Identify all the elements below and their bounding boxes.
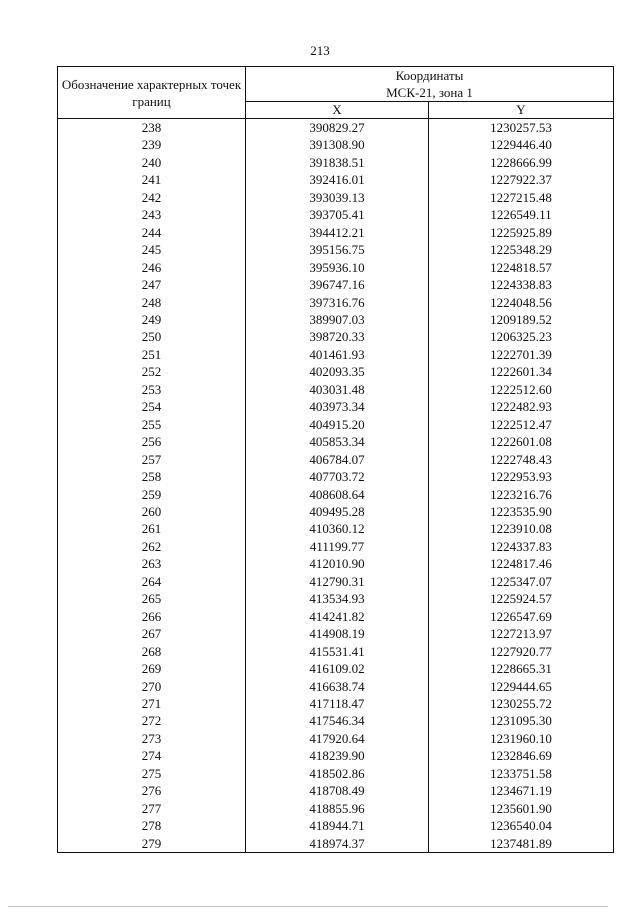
x-coordinate-cell: 410360.12: [246, 520, 429, 537]
point-number-cell: 257: [58, 451, 246, 468]
x-coordinate-cell: 390829.27: [246, 119, 429, 137]
y-coordinate-cell: 1233751.58: [429, 765, 614, 782]
y-coordinate-cell: 1227213.97: [429, 625, 614, 642]
table-row: [58, 608, 614, 625]
y-coordinate-cell: 1230255.72: [429, 695, 614, 712]
x-coordinate-cell: 393705.41: [246, 206, 429, 223]
point-number-cell: 254: [58, 398, 246, 415]
point-number-cell: 240: [58, 154, 246, 171]
point-number-cell: 271: [58, 695, 246, 712]
point-number-cell: 239: [58, 136, 246, 153]
x-coordinate-cell: 406784.07: [246, 451, 429, 468]
x-coordinate-cell: 414241.82: [246, 608, 429, 625]
table-row: [58, 154, 614, 171]
point-number-cell: 249: [58, 311, 246, 328]
x-coordinate-cell: 403031.48: [246, 381, 429, 398]
point-number-cell: 265: [58, 590, 246, 607]
y-coordinate-cell: 1235601.90: [429, 800, 614, 817]
point-number-cell: 244: [58, 224, 246, 241]
table-row: [58, 224, 614, 241]
point-number-cell: 261: [58, 520, 246, 537]
point-number-cell: 275: [58, 765, 246, 782]
coordinates-header: Координаты МСК-21, зона 1: [246, 67, 614, 102]
y-coordinate-cell: 1223216.76: [429, 486, 614, 503]
x-coordinate-cell: 398720.33: [246, 328, 429, 345]
x-coordinate-cell: 418944.71: [246, 817, 429, 834]
y-coordinate-cell: 1222953.93: [429, 468, 614, 485]
x-coordinate-cell: 407703.72: [246, 468, 429, 485]
table-row: [58, 468, 614, 485]
table-row: [58, 678, 614, 695]
table-row: [58, 765, 614, 782]
table-row: [58, 206, 614, 223]
x-column-header: X: [246, 102, 429, 119]
table-row: [58, 311, 614, 328]
y-coordinate-cell: 1222701.39: [429, 346, 614, 363]
x-coordinate-cell: 418974.37: [246, 835, 429, 853]
point-number-cell: 260: [58, 503, 246, 520]
table-row: [58, 625, 614, 642]
y-coordinate-cell: 1224338.83: [429, 276, 614, 293]
point-number-cell: 258: [58, 468, 246, 485]
point-number-cell: 251: [58, 346, 246, 363]
x-coordinate-cell: 409495.28: [246, 503, 429, 520]
point-number-cell: 278: [58, 817, 246, 834]
y-coordinate-cell: 1222512.60: [429, 381, 614, 398]
x-coordinate-cell: 402093.35: [246, 363, 429, 380]
point-number-cell: 252: [58, 363, 246, 380]
y-coordinate-cell: 1226549.11: [429, 206, 614, 223]
table-row: [58, 520, 614, 537]
x-coordinate-cell: 416109.02: [246, 660, 429, 677]
point-number-cell: 266: [58, 608, 246, 625]
x-coordinate-cell: 418855.96: [246, 800, 429, 817]
y-coordinate-cell: 1227215.48: [429, 189, 614, 206]
y-coordinate-cell: 1222601.08: [429, 433, 614, 450]
x-coordinate-cell: 418502.86: [246, 765, 429, 782]
y-coordinate-cell: 1237481.89: [429, 835, 614, 853]
table-row: [58, 171, 614, 188]
table-row: [58, 712, 614, 729]
y-coordinate-cell: 1224048.56: [429, 294, 614, 311]
y-coordinate-cell: 1222601.34: [429, 363, 614, 380]
table-row: [58, 276, 614, 293]
table-row: [58, 119, 614, 137]
x-coordinate-cell: 394412.21: [246, 224, 429, 241]
table-row: [58, 800, 614, 817]
y-coordinate-cell: 1223535.90: [429, 503, 614, 520]
y-coordinate-cell: 1234671.19: [429, 782, 614, 799]
y-coordinate-cell: 1224818.57: [429, 259, 614, 276]
y-coordinate-cell: 1228665.31: [429, 660, 614, 677]
y-coordinate-cell: 1222512.47: [429, 416, 614, 433]
table-row: [58, 259, 614, 276]
y-coordinate-cell: 1225347.07: [429, 573, 614, 590]
point-number-cell: 270: [58, 678, 246, 695]
y-coordinate-cell: 1223910.08: [429, 520, 614, 537]
x-coordinate-cell: 397316.76: [246, 294, 429, 311]
table-row: [58, 136, 614, 153]
x-coordinate-cell: 418239.90: [246, 747, 429, 764]
point-number-cell: 246: [58, 259, 246, 276]
point-number-cell: 253: [58, 381, 246, 398]
x-coordinate-cell: 396747.16: [246, 276, 429, 293]
table-row: [58, 835, 614, 853]
table-row: [58, 782, 614, 799]
point-number-cell: 263: [58, 555, 246, 572]
point-number-cell: 248: [58, 294, 246, 311]
point-number-cell: 242: [58, 189, 246, 206]
point-number-cell: 274: [58, 747, 246, 764]
point-designation-header: Обозначение характерных точек границ: [58, 67, 246, 119]
x-coordinate-cell: 408608.64: [246, 486, 429, 503]
x-coordinate-cell: 393039.13: [246, 189, 429, 206]
page-number: 213: [310, 43, 330, 58]
table-row: [58, 346, 614, 363]
x-coordinate-cell: 395936.10: [246, 259, 429, 276]
x-coordinate-cell: 404915.20: [246, 416, 429, 433]
y-coordinate-cell: 1224337.83: [429, 538, 614, 555]
x-coordinate-cell: 389907.03: [246, 311, 429, 328]
table-header: [58, 67, 614, 119]
table-row: [58, 241, 614, 258]
x-coordinate-cell: 391838.51: [246, 154, 429, 171]
x-coordinate-cell: 412010.90: [246, 555, 429, 572]
y-coordinate-cell: 1231095.30: [429, 712, 614, 729]
table-row: [58, 503, 614, 520]
table-row: [58, 643, 614, 660]
x-coordinate-cell: 413534.93: [246, 590, 429, 607]
x-coordinate-cell: 414908.19: [246, 625, 429, 642]
y-coordinate-cell: 1227920.77: [429, 643, 614, 660]
table-row: [58, 486, 614, 503]
x-coordinate-cell: 415531.41: [246, 643, 429, 660]
point-number-cell: 268: [58, 643, 246, 660]
point-number-cell: 247: [58, 276, 246, 293]
point-number-cell: 250: [58, 328, 246, 345]
x-coordinate-cell: 405853.34: [246, 433, 429, 450]
x-coordinate-cell: 411199.77: [246, 538, 429, 555]
y-coordinate-cell: 1224817.46: [429, 555, 614, 572]
table-row: [58, 817, 614, 834]
y-coordinate-cell: 1232846.69: [429, 747, 614, 764]
y-coordinate-cell: 1227922.37: [429, 171, 614, 188]
table-row: [58, 660, 614, 677]
point-number-cell: 273: [58, 730, 246, 747]
table-row: [58, 590, 614, 607]
y-coordinate-cell: 1206325.23: [429, 328, 614, 345]
table-row: [58, 363, 614, 380]
y-coordinate-cell: 1236540.04: [429, 817, 614, 834]
coordinates-table: [57, 66, 614, 853]
y-coordinate-cell: 1225348.29: [429, 241, 614, 258]
y-coordinate-cell: 1229444.65: [429, 678, 614, 695]
x-coordinate-cell: 395156.75: [246, 241, 429, 258]
point-number-cell: 256: [58, 433, 246, 450]
y-coordinate-cell: 1225924.57: [429, 590, 614, 607]
scan-edge-line: [8, 906, 608, 907]
y-coordinate-cell: 1231960.10: [429, 730, 614, 747]
table-row: [58, 433, 614, 450]
point-number-cell: 259: [58, 486, 246, 503]
table-row: [58, 189, 614, 206]
table-row: [58, 730, 614, 747]
point-number-cell: 245: [58, 241, 246, 258]
y-column-header: Y: [429, 102, 614, 119]
table-row: [58, 555, 614, 572]
table-row: [58, 451, 614, 468]
y-coordinate-cell: 1209189.52: [429, 311, 614, 328]
y-coordinate-cell: 1229446.40: [429, 136, 614, 153]
point-number-cell: 277: [58, 800, 246, 817]
x-coordinate-cell: 403973.34: [246, 398, 429, 415]
y-coordinate-cell: 1222748.43: [429, 451, 614, 468]
x-coordinate-cell: 418708.49: [246, 782, 429, 799]
x-coordinate-cell: 401461.93: [246, 346, 429, 363]
table-row: [58, 328, 614, 345]
y-coordinate-cell: 1225925.89: [429, 224, 614, 241]
y-coordinate-cell: 1222482.93: [429, 398, 614, 415]
x-coordinate-cell: 417546.34: [246, 712, 429, 729]
table-row: [58, 538, 614, 555]
table-row: [58, 416, 614, 433]
x-coordinate-cell: 391308.90: [246, 136, 429, 153]
table-row: [58, 747, 614, 764]
point-number-cell: 238: [58, 119, 246, 137]
table-row: [58, 294, 614, 311]
point-number-cell: 272: [58, 712, 246, 729]
table-row: [58, 695, 614, 712]
table-body: [58, 119, 614, 853]
table-row: [58, 398, 614, 415]
point-number-cell: 241: [58, 171, 246, 188]
point-number-cell: 262: [58, 538, 246, 555]
point-number-cell: 243: [58, 206, 246, 223]
point-number-cell: 264: [58, 573, 246, 590]
y-coordinate-cell: 1228666.99: [429, 154, 614, 171]
y-coordinate-cell: 1226547.69: [429, 608, 614, 625]
point-number-cell: 269: [58, 660, 246, 677]
x-coordinate-cell: 392416.01: [246, 171, 429, 188]
table-row: [58, 381, 614, 398]
point-number-cell: 255: [58, 416, 246, 433]
x-coordinate-cell: 417920.64: [246, 730, 429, 747]
x-coordinate-cell: 416638.74: [246, 678, 429, 695]
table-row: [58, 573, 614, 590]
point-number-cell: 279: [58, 835, 246, 853]
y-coordinate-cell: 1230257.53: [429, 119, 614, 137]
x-coordinate-cell: 412790.31: [246, 573, 429, 590]
point-number-cell: 267: [58, 625, 246, 642]
x-coordinate-cell: 417118.47: [246, 695, 429, 712]
point-number-cell: 276: [58, 782, 246, 799]
